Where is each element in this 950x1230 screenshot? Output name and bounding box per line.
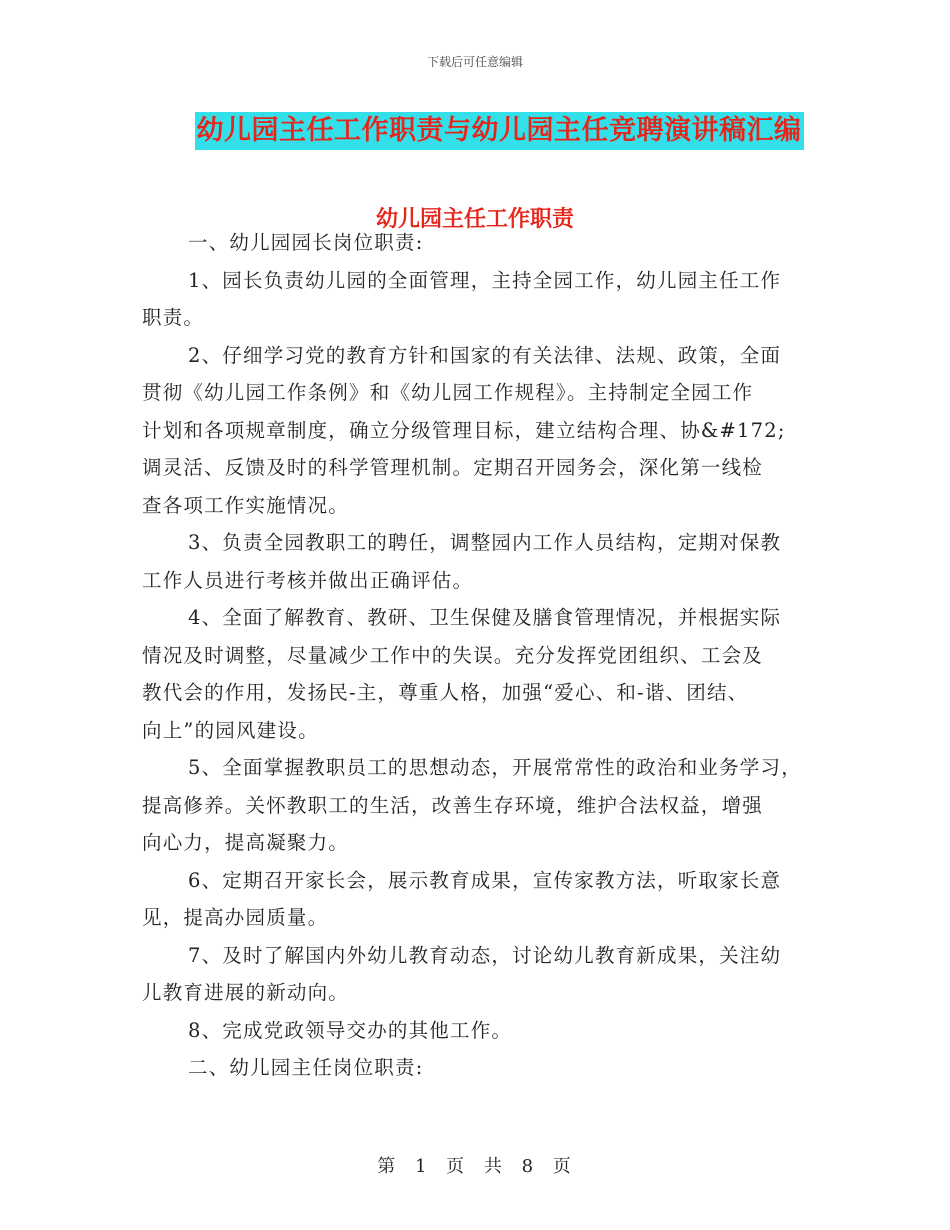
paragraph-line: 职责。: [142, 306, 205, 329]
paragraph-line: 向上”的园风建设。: [142, 718, 319, 742]
paragraph-line: 教代会的作用，发扬民-主，尊重人格，加强“爱心、和-谐、团结、: [142, 681, 749, 704]
document-title-wrapper: [0, 112, 950, 150]
paragraph-line: 一、幼儿园园长岗位职责:: [188, 231, 424, 254]
body-paragraph: [142, 262, 822, 337]
document-title: 幼儿园主任工作职责与幼儿园主任竞聘演讲稿汇编: [195, 112, 804, 150]
paragraph-line: 4、全面了解教育、教研、卫生保健及膳食管理情况，并根据实际: [188, 606, 782, 629]
page-label-suffix: 页: [552, 1156, 573, 1177]
paragraph-line: 调灵活、反馈及时的科学管理机制。定期召开园务会，深化第一线检: [142, 456, 764, 479]
paragraph-line: 儿教育进展的新动向。: [142, 981, 350, 1004]
paragraph-line: 查各项工作实施情况。: [142, 493, 350, 517]
body-paragraph: [142, 862, 822, 937]
paragraph-line: 2、仔细学习党的教育方针和国家的有关法律、法规、政策，全面: [188, 343, 782, 367]
page-current-number: 1: [414, 1156, 429, 1177]
paragraph-line: 见，提高办园质量。: [142, 906, 329, 929]
body-paragraph: [142, 749, 822, 862]
page-footer: [0, 1152, 950, 1178]
section-title: 幼儿园主任工作职责: [375, 207, 574, 232]
body-paragraph: [142, 224, 822, 262]
body-paragraph: [142, 599, 822, 749]
document-body: [142, 224, 822, 1087]
paragraph-line: 向心力，提高凝聚力。: [142, 831, 350, 854]
paragraph-line: 6、定期召开家长会，展示教育成果，宣传家教方法，听取家长意: [188, 868, 782, 892]
body-paragraph: [142, 337, 822, 525]
page-label-total-prefix: 共: [483, 1156, 504, 1177]
paragraph-line: 1、园长负责幼儿园的全面管理，主持全园工作，幼儿园主任工作: [188, 268, 782, 292]
paragraph-line: 5、全面掌握教职员工的思想动态，开展常常性的政治和业务学习，: [188, 756, 802, 779]
paragraph-line: 8、完成党政领导交办的其他工作。: [188, 1018, 513, 1042]
page-header-note: 下载后可任意编辑: [426, 55, 523, 69]
paragraph-line: 情况及时调整，尽量减少工作中的失误。充分发挥党团组织、工会及: [142, 643, 764, 667]
paragraph-line: 提高修养。关怀教职工的生活，改善生存环境，维护合法权益，增强: [142, 793, 764, 817]
paragraph-line: 3、负责全园教职工的聘任，调整园内工作人员结构，定期对保教: [188, 531, 782, 554]
page-label-mid: 页: [446, 1156, 467, 1177]
body-paragraph: [142, 1012, 822, 1050]
paragraph-line: 贯彻《幼儿园工作条例》和《幼儿园工作规程》。主持制定全园工作: [142, 381, 754, 404]
body-paragraph: [142, 937, 822, 1012]
paragraph-line: 7、及时了解国内外幼儿教育动态，讨论幼儿教育新成果，关注幼: [188, 943, 782, 967]
page-total-number: 8: [521, 1156, 536, 1177]
body-paragraph: [142, 524, 822, 599]
page-label-prefix: 第: [377, 1156, 398, 1177]
paragraph-line: 工作人员进行考核并做出正确评估。: [142, 568, 474, 592]
paragraph-line: 计划和各项规章制度，确立分级管理目标，建立结构合理、协&#172;: [142, 418, 786, 442]
paragraph-line: 二、幼儿园主任岗位职责:: [188, 1056, 424, 1079]
body-paragraph: [142, 1049, 822, 1087]
